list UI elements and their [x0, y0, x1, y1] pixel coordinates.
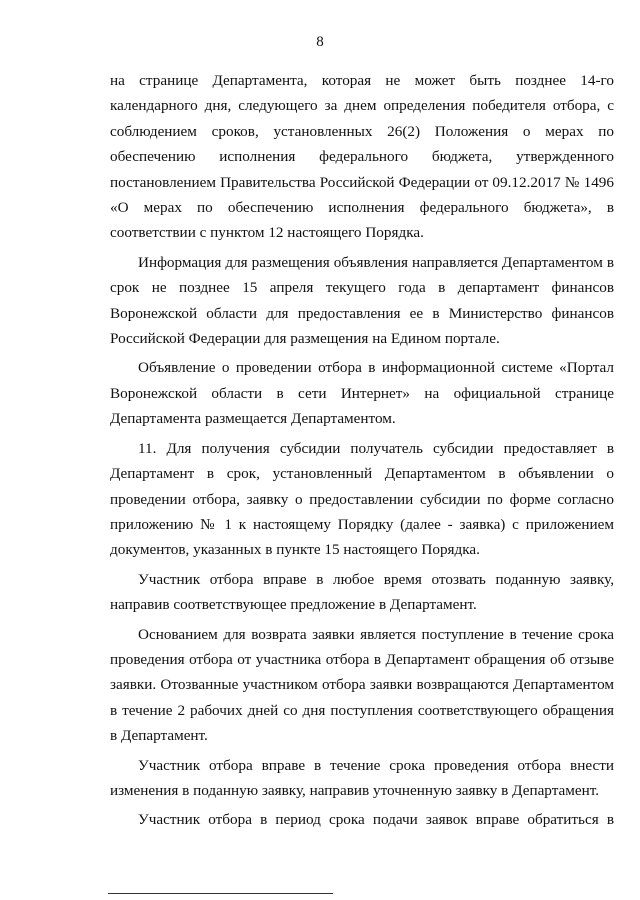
paragraph-announcement-posting: Объявление о проведении отбора в информационной системе «Портал Воронежской области в сети Интернет» на официальной странице Департамента размещается Департаментом.: [110, 359, 614, 428]
paragraph-amend-application: Участник отбора вправе в течение срока проведения отбора внести изменения в поданную заявку, направив уточненную заявку в Департамент.: [110, 756, 614, 799]
paragraph-item-11: 11. Для получения субсидии получатель субсидии предоставляет в Департамент в срок, установленный Департаментом в объявлении о проведении отбора, заявку о предоставлении субсидии по форме согласно приложению № 1 к настоящему Порядку (далее - заявка) с приложением документов, указанных в пункте 15 настоящего Порядка.: [110, 439, 614, 559]
paragraph-return-grounds: Основанием для возврата заявки является поступление в течение срока проведения отбора от участника отбора в Департамент обращения об отзыве заявки. Отозванные участником отбора заявки возвращаются Департаментом в течение 2 рабочих дней со дня поступления соответствующего обращения в Департамент.: [110, 625, 614, 745]
paragraph-continuation: на странице Департамента, которая не может быть позднее 14-го календарного дня, следующего за днем определения победителя отбора, с соблюдением сроков, установленных 26(2) Положения о мерах по обеспечению исполнения федерального бюджета, утвержденного постановлением Правительства Российской Федерации от 09.12.2017 № 1496 «О мерах по обеспечению исполнения федерального бюджета», в соответствии с пунктом 12 настоящего Порядка.: [110, 72, 614, 242]
paragraph-announcement-info: Информация для размещения объявления направляется Департаментом в срок не позднее 15 апреля текущего года в департамент финансов Воронежской области для предоставления ее в Министерство финансов Российской Федерации для размещения на Едином портале.: [110, 253, 614, 348]
page-number: 8: [316, 34, 324, 50]
paragraph-request-clarification: Участник отбора в период срока подачи заявок вправе обратиться в: [138, 811, 614, 829]
footer-divider: [108, 893, 333, 894]
paragraph-withdraw-application: Участник отбора вправе в любое время отозвать поданную заявку, направив соответствующее предложение в Департамент.: [110, 570, 614, 614]
document-body: [110, 68, 614, 833]
